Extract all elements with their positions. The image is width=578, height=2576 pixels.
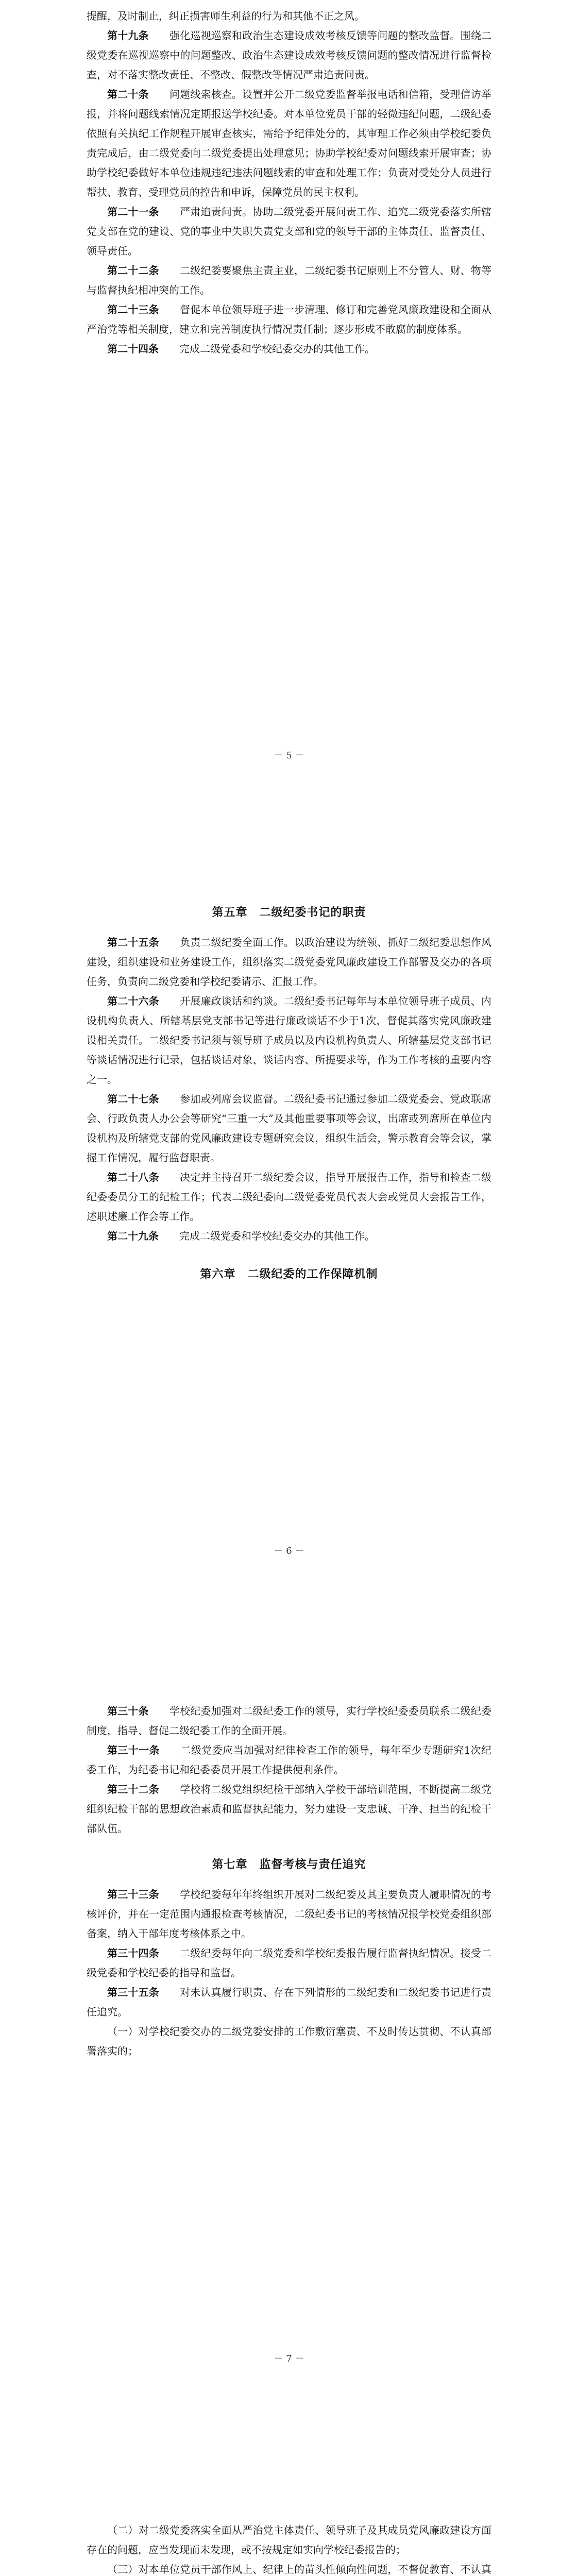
chapter-title: 第五章 二级纪委书记的职责 xyxy=(212,906,366,919)
article-number: 第三十一条 xyxy=(107,1744,160,1756)
article-number: 第二十五条 xyxy=(107,936,159,948)
article xyxy=(87,1740,491,1780)
article-text: 决定并主持召开二级纪委会议，指导开展报告工作，指导和检查二级纪委委员分工的纪检工作；代表二级纪委向二级党委党员代表大会或党员大会报告工作，述职述廉工作会等工作。 xyxy=(87,1171,492,1223)
article-number: 第二十八条 xyxy=(107,1171,159,1183)
article xyxy=(87,1167,491,1226)
article-number: 第二十七条 xyxy=(107,1093,159,1105)
article xyxy=(87,1089,491,1167)
article xyxy=(87,202,491,261)
article-number: 第三十三条 xyxy=(107,1888,159,1901)
page-8-body xyxy=(0,2451,578,2576)
article xyxy=(87,1226,491,1246)
page-8 xyxy=(0,2451,578,2576)
page-7-body xyxy=(0,1634,578,2061)
article-text: 二级纪委要聚焦主责主业，二级纪委书记原则上不分管人、财、物等与监督执纪相冲突的工作。 xyxy=(87,264,492,296)
page-5-body xyxy=(0,0,578,359)
article-number: 第三十四条 xyxy=(107,1947,159,1959)
list-item: （二）对二级党委落实全面从严治党主体责任、领导班子及其成员党风廉政建设方面存在的问题，应当发现而未发现，或不按规定如实向学校纪委报告的； xyxy=(87,2524,491,2556)
article-number: 第二十条 xyxy=(107,88,149,100)
article-number: 第三十条 xyxy=(107,1705,149,1717)
page-5-intro: 提醒，及时制止，纠正损害师生利益的行为和其他不正之风。 xyxy=(87,10,365,22)
list-item: （一）对学校纪委交办的二级党委安排的工作敷衍塞责、不及时传达贯彻、不认真部署落实的； xyxy=(87,2025,491,2057)
page-6-articles xyxy=(87,933,491,1246)
chapter-title: 第七章 监督考核与责任追究 xyxy=(212,1858,366,1871)
chapter-title: 第六章 二级纪委的工作保障机制 xyxy=(200,1267,378,1281)
article-text: 学校将二级党组织纪检干部纳入学校干部培训范围，不断提高二级党组织纪检干部的思想政治素质和监督执纪能力，努力建设一支忠诚、干净、担当的纪检干部队伍。 xyxy=(87,1783,492,1835)
article-text: 学校纪委加强对二级纪委工作的领导，实行学校纪委委员联系二级纪委制度，指导、督促二级纪委工作的全面开展。 xyxy=(87,1705,492,1737)
article-text: 完成二级党委和学校纪委交办的其他工作。 xyxy=(179,343,375,355)
article xyxy=(87,339,491,359)
article-text: 问题线索核查。设置并公开二级党委监督举报电话和信箱，受理信访举报，并将问题线索情况定期报送学校纪委。对本单位党员干部的轻微违纪问题，二级纪委依照有关执纪工作规程开展审查核实，需给予纪律处分的，其审理工作必须由学校纪委负责完成后，由二级党委向二级党委提出处理意见；协助学校纪委对问题线索开展审查；协助学校纪委做好本单位违规违纪违法问题线索的审查和处理工作；负责对受处分人员进行帮扶、教育、受理党员的控告和申诉，保障党员的民主权利。 xyxy=(87,88,492,198)
article-number: 第二十九条 xyxy=(107,1230,159,1242)
article xyxy=(87,261,491,300)
article-text: 督促本单位领导班子进一步清理、修订和完善党风廉政建设和全面从严治党等相关制度，建立和完善制度执行情况责任制；逐步形成不敢腐的制度体系。 xyxy=(87,303,492,335)
article-number: 第二十六条 xyxy=(107,995,159,1007)
article-number: 第三十五条 xyxy=(107,1986,159,1998)
article xyxy=(87,1701,491,1740)
page-7-articles-2 xyxy=(87,1885,491,2022)
article-text: 学校纪委每年年终组织开展对二级纪委及其主要负责人履职情况的考核评价，并在一定范围内通报检查考核情况，二级纪委书记的考核情况报学校党委组织部备案，纳入干部年度考核体系之中。 xyxy=(87,1888,492,1940)
article-text: 二级纪委每年向二级党委和学校纪委报告履行监督执纪情况。接受二级党委和学校纪委的指导和监督。 xyxy=(87,1947,492,1979)
article xyxy=(87,1982,491,2022)
page-7 xyxy=(0,1634,578,2451)
page-6-body xyxy=(0,817,578,1284)
article-text: 参加或列席会议监督。二级纪委书记通过参加二级党委会、党政联席会、行政负责人办公会等研究“三重一大”及其他重要事项等会议，出席或列席所在单位内设机构及所辖党支部的党风廉政建设专题研究会议，组织生活会，警示教育会等会议，掌握工作情况，履行监督职责。 xyxy=(87,1093,492,1164)
article xyxy=(87,991,491,1089)
article xyxy=(87,26,491,84)
article-number: 第二十四条 xyxy=(107,343,159,355)
article-number: 第二十三条 xyxy=(107,303,159,316)
article-number: 第二十二条 xyxy=(107,264,159,277)
article xyxy=(87,1885,491,1943)
page-5-articles xyxy=(87,26,491,359)
page-6 xyxy=(0,817,578,1634)
article xyxy=(87,1780,491,1838)
page-number: － 5 － xyxy=(274,750,304,761)
article-text: 对未认真履行职责、存在下列情形的二级纪委和二级纪委书记进行责任追究。 xyxy=(87,1986,492,2018)
article xyxy=(87,933,491,991)
article-text: 开展廉政谈话和约谈。二级纪委书记每年与本单位领导班子成员、内设机构负责人、所辖基层党支部书记等进行廉政谈话不少于1次，督促其落实党风廉政建设相关责任。二级纪委书记须与领导班子成员以及内设机构负责人、所辖基层党支部书记等谈话情况进行记录，包括谈话对象、谈话内容、所提要求等，作为工作考核的重要内容之一。 xyxy=(87,995,492,1086)
article-text: 完成二级党委和学校纪委交办的其他工作。 xyxy=(179,1230,375,1242)
page-5 xyxy=(0,0,578,817)
page-7-articles xyxy=(87,1701,491,1838)
list-item: （三）对本单位党员干部作风上、纪律上的苗头性倾向性问题，不督促教育、不认真 xyxy=(107,2563,491,2575)
article-number: 第三十二条 xyxy=(107,1783,159,1795)
article-number: 第十九条 xyxy=(107,29,149,42)
article xyxy=(87,1943,491,1982)
article-text: 严肃追责问责。协助二级党委开展问责工作、追究二级党委落实所辖党支部在党的建设、党的事业中失职失责党支部和党的领导干部的主体责任、监督责任、领导责任。 xyxy=(87,206,492,257)
article xyxy=(87,300,491,339)
article xyxy=(87,84,491,202)
article-text: 负责二级纪委全面工作。以政治建设为统领、抓好二级纪委思想作风建设，组织建设和业务建设工作，组织落实二级党委党风廉政建设工作部署及交办的各项任务，负责向二级党委和学校纪委请示、汇报工作。 xyxy=(87,936,492,988)
article-text: 二级党委应当加强对纪律检查工作的领导，每年至少专题研究1次纪委工作，为纪委书记和纪委委员开展工作提供便利条件。 xyxy=(87,1744,492,1776)
article-number: 第二十一条 xyxy=(107,206,159,218)
page-number: － 6 － xyxy=(274,1546,304,1556)
page-number: － 7 － xyxy=(274,2353,304,2364)
article-text: 强化巡视巡察和政治生态建设成效考核反馈等问题的整改监督。围绕二级党委在巡视巡察中的问题整改、政治生态建设成效考核反馈问题的整改情况进行监督检查，对不落实整改责任、不整改、假整改等情况严肃追责问责。 xyxy=(87,29,492,81)
page-8-items xyxy=(87,2520,491,2576)
